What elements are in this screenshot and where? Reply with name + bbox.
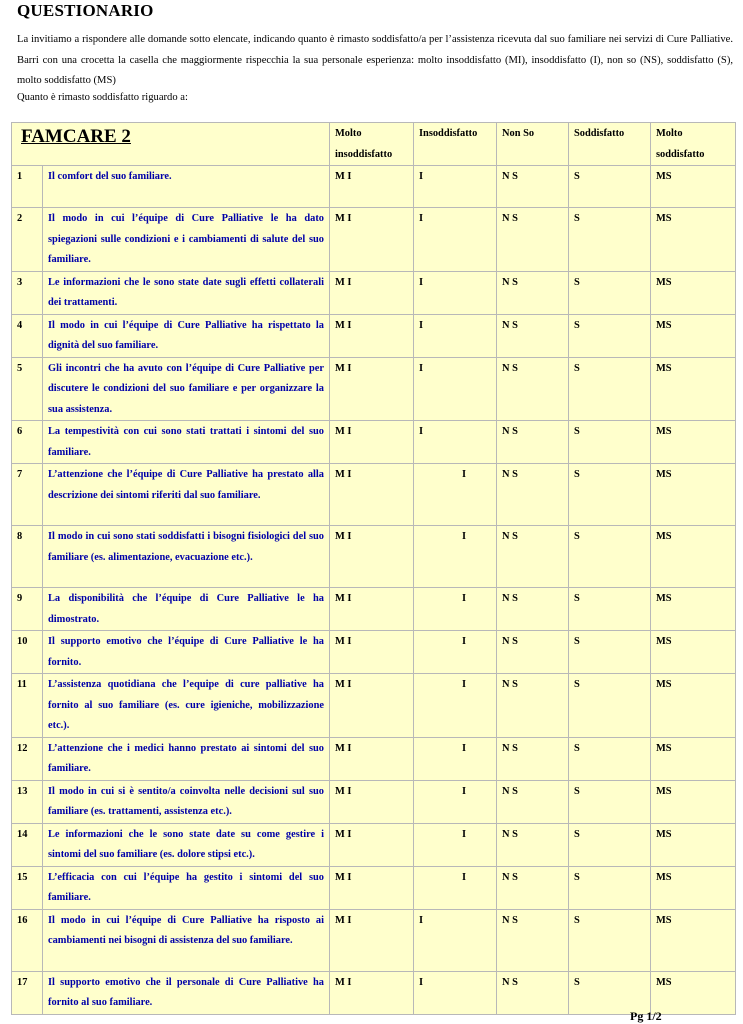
item-text: L’assistenza quotidiana che l’equipe di cure palliative ha fornito al suo familiare (es. cure igieniche, mobilizzazione etc.). — [43, 674, 330, 738]
table-row — [12, 674, 736, 738]
option-s[interactable]: S — [569, 737, 651, 780]
option-ms[interactable]: MS — [651, 421, 736, 464]
option-ns[interactable]: N S — [497, 674, 569, 738]
option-ms[interactable]: MS — [651, 631, 736, 674]
option-i[interactable]: I — [414, 780, 497, 823]
option-mi[interactable]: M I — [330, 357, 414, 421]
item-text: Le informazioni che le sono state date sugli effetti collaterali dei trattamenti. — [43, 271, 330, 314]
famcare-heading-cell — [12, 123, 330, 166]
option-s[interactable]: S — [569, 780, 651, 823]
item-number: 2 — [12, 208, 43, 272]
option-ns[interactable]: N S — [497, 780, 569, 823]
option-mi[interactable]: M I — [330, 208, 414, 272]
option-ms[interactable]: MS — [651, 464, 736, 526]
option-i[interactable]: I — [414, 464, 497, 526]
option-s[interactable]: S — [569, 971, 651, 1014]
item-text: Il supporto emotivo che l’équipe di Cure Palliative le ha fornito. — [43, 631, 330, 674]
option-ns[interactable]: N S — [497, 737, 569, 780]
item-number: 7 — [12, 464, 43, 526]
option-s[interactable]: S — [569, 357, 651, 421]
option-i[interactable]: I — [414, 674, 497, 738]
option-s[interactable]: S — [569, 588, 651, 631]
table-row — [12, 588, 736, 631]
option-mi[interactable]: M I — [330, 166, 414, 208]
item-text: La tempestività con cui sono stati trattati i sintomi del suo familiare. — [43, 421, 330, 464]
option-s[interactable]: S — [569, 674, 651, 738]
intro-text: La invitiamo a rispondere alle domande sotto elencate, indicando quanto è rimasto soddisfatto/a per l’assistenza ricevuta dal suo familiare nei servizi di Cure Palliative. Barri con una crocetta la casella che maggiormente rispecchia la sua personale esperienza: molto insoddisfatto (MI), insoddisfatto (I), non so (NS), soddisfatto (S), molto soddisfatto (MS) — [17, 34, 733, 86]
option-ns[interactable]: N S — [497, 208, 569, 272]
item-text: L’attenzione che i medici hanno prestato ai sintomi del suo familiare. — [43, 737, 330, 780]
column-header-i: Insoddisfatto — [414, 123, 497, 166]
option-ns[interactable]: N S — [497, 464, 569, 526]
option-mi[interactable]: M I — [330, 674, 414, 738]
option-ns[interactable]: N S — [497, 526, 569, 588]
option-mi[interactable]: M I — [330, 823, 414, 866]
option-i[interactable]: I — [414, 271, 497, 314]
item-text: Il modo in cui si è sentito/a coinvolta nelle decisioni sul suo familiare (es. trattamenti, assistenza etc.). — [43, 780, 330, 823]
intro-paragraph — [17, 30, 733, 92]
option-ns[interactable]: N S — [497, 909, 569, 971]
option-s[interactable]: S — [569, 866, 651, 909]
option-mi[interactable]: M I — [330, 866, 414, 909]
table-row — [12, 526, 736, 588]
item-number: 9 — [12, 588, 43, 631]
item-number: 14 — [12, 823, 43, 866]
option-ms[interactable]: MS — [651, 357, 736, 421]
table-row — [12, 464, 736, 526]
option-mi[interactable]: M I — [330, 909, 414, 971]
option-ms[interactable]: MS — [651, 674, 736, 738]
option-mi[interactable]: M I — [330, 526, 414, 588]
option-i[interactable]: I — [414, 588, 497, 631]
item-number: 12 — [12, 737, 43, 780]
table-row — [12, 780, 736, 823]
option-i[interactable]: I — [414, 971, 497, 1014]
option-i[interactable]: I — [414, 866, 497, 909]
item-text: Il supporto emotivo che il personale di Cure Palliative ha fornito al suo familiare. — [43, 971, 330, 1014]
option-i[interactable]: I — [414, 421, 497, 464]
table-row — [12, 866, 736, 909]
item-text: La disponibilità che l’équipe di Cure Palliative le ha dimostrato. — [43, 588, 330, 631]
option-i[interactable]: I — [414, 357, 497, 421]
option-s[interactable]: S — [569, 271, 651, 314]
item-text: Il modo in cui l’équipe di Cure Palliative le ha dato spiegazioni sulle condizioni e i cambiamenti di salute del suo familiare. — [43, 208, 330, 272]
option-s[interactable]: S — [569, 166, 651, 208]
table-row — [12, 271, 736, 314]
option-ns[interactable]: N S — [497, 971, 569, 1014]
option-ns[interactable]: N S — [497, 588, 569, 631]
item-number: 4 — [12, 314, 43, 357]
option-s[interactable]: S — [569, 208, 651, 272]
famcare-table — [11, 122, 736, 1015]
option-ns[interactable]: N S — [497, 357, 569, 421]
table-row — [12, 909, 736, 971]
item-number: 15 — [12, 866, 43, 909]
item-text: L’efficacia con cui l’équipe ha gestito i sintomi del suo familiare. — [43, 866, 330, 909]
option-ms[interactable]: MS — [651, 314, 736, 357]
table-header-row — [12, 123, 736, 166]
table-row — [12, 314, 736, 357]
option-ms[interactable]: MS — [651, 823, 736, 866]
option-i[interactable]: I — [414, 823, 497, 866]
item-text: Il modo in cui l’équipe di Cure Palliative ha rispettato la dignità del suo familiare. — [43, 314, 330, 357]
document-title: QUESTIONARIO — [17, 1, 154, 20]
item-number: 1 — [12, 166, 43, 208]
column-header-ms: Molto soddisfatto — [651, 123, 736, 166]
option-mi[interactable]: M I — [330, 421, 414, 464]
option-s[interactable]: S — [569, 421, 651, 464]
option-i[interactable]: I — [414, 737, 497, 780]
option-s[interactable]: S — [569, 526, 651, 588]
option-ms[interactable]: MS — [651, 866, 736, 909]
table-row — [12, 357, 736, 421]
table-row — [12, 971, 736, 1014]
page-number: Pg 1/2 — [630, 1009, 662, 1023]
famcare-heading: FAMCARE 2 — [21, 126, 131, 147]
table-body — [12, 166, 736, 1015]
option-mi[interactable]: M I — [330, 737, 414, 780]
option-i[interactable]: I — [414, 208, 497, 272]
option-ms[interactable]: MS — [651, 526, 736, 588]
option-mi[interactable]: M I — [330, 464, 414, 526]
option-mi[interactable]: M I — [330, 780, 414, 823]
column-header-mi: Molto insoddisfatto — [330, 123, 414, 166]
option-ns[interactable]: N S — [497, 314, 569, 357]
option-ns[interactable]: N S — [497, 166, 569, 208]
table-row — [12, 823, 736, 866]
option-s[interactable]: S — [569, 631, 651, 674]
option-mi[interactable]: M I — [330, 314, 414, 357]
item-number: 11 — [12, 674, 43, 738]
option-s[interactable]: S — [569, 909, 651, 971]
item-text: Gli incontri che ha avuto con l’équipe di Cure Palliative per discutere le condizioni del suo familiare e per organizzare la sua assistenza. — [43, 357, 330, 421]
option-mi[interactable]: M I — [330, 631, 414, 674]
option-s[interactable]: S — [569, 314, 651, 357]
option-i[interactable]: I — [414, 166, 497, 208]
option-s[interactable]: S — [569, 823, 651, 866]
item-text: Le informazioni che le sono state date su come gestire i sintomi del suo familiare (es. dolore stipsi etc.). — [43, 823, 330, 866]
question-prompt: Quanto è rimasto soddisfatto riguardo a: — [17, 92, 188, 103]
option-i[interactable]: I — [414, 909, 497, 971]
option-ms[interactable]: MS — [651, 166, 736, 208]
item-text: Il modo in cui sono stati soddisfatti i bisogni fisiologici del suo familiare (es. alimentazione, evacuazione etc.). — [43, 526, 330, 588]
item-number: 13 — [12, 780, 43, 823]
option-ms[interactable]: MS — [651, 588, 736, 631]
option-ns[interactable]: N S — [497, 631, 569, 674]
item-number: 10 — [12, 631, 43, 674]
option-i[interactable]: I — [414, 314, 497, 357]
option-ns[interactable]: N S — [497, 271, 569, 314]
item-number: 16 — [12, 909, 43, 971]
item-text: Il comfort del suo familiare. — [43, 166, 330, 208]
option-mi[interactable]: M I — [330, 588, 414, 631]
option-ms[interactable]: MS — [651, 971, 736, 1014]
table-row — [12, 166, 736, 208]
column-header-s: Soddisfatto — [569, 123, 651, 166]
item-number: 8 — [12, 526, 43, 588]
option-ms[interactable]: MS — [651, 909, 736, 971]
option-mi[interactable]: M I — [330, 971, 414, 1014]
item-text: L’attenzione che l’équipe di Cure Palliative ha prestato alla descrizione dei sintomi riferiti dal suo familiare. — [43, 464, 330, 526]
option-ms[interactable]: MS — [651, 208, 736, 272]
option-s[interactable]: S — [569, 464, 651, 526]
option-i[interactable]: I — [414, 526, 497, 588]
option-ms[interactable]: MS — [651, 737, 736, 780]
item-number: 5 — [12, 357, 43, 421]
option-ms[interactable]: MS — [651, 271, 736, 314]
table-row — [12, 737, 736, 780]
item-number: 17 — [12, 971, 43, 1014]
table-row — [12, 421, 736, 464]
option-ns[interactable]: N S — [497, 823, 569, 866]
item-text: Il modo in cui l’équipe di Cure Palliative ha risposto ai cambiamenti nei bisogni di assistenza del suo familiare. — [43, 909, 330, 971]
option-ms[interactable]: MS — [651, 780, 736, 823]
item-number: 6 — [12, 421, 43, 464]
option-ns[interactable]: N S — [497, 866, 569, 909]
option-ns[interactable]: N S — [497, 421, 569, 464]
item-number: 3 — [12, 271, 43, 314]
column-header-ns: Non So — [497, 123, 569, 166]
option-mi[interactable]: M I — [330, 271, 414, 314]
table-row — [12, 208, 736, 272]
option-i[interactable]: I — [414, 631, 497, 674]
table-row — [12, 631, 736, 674]
